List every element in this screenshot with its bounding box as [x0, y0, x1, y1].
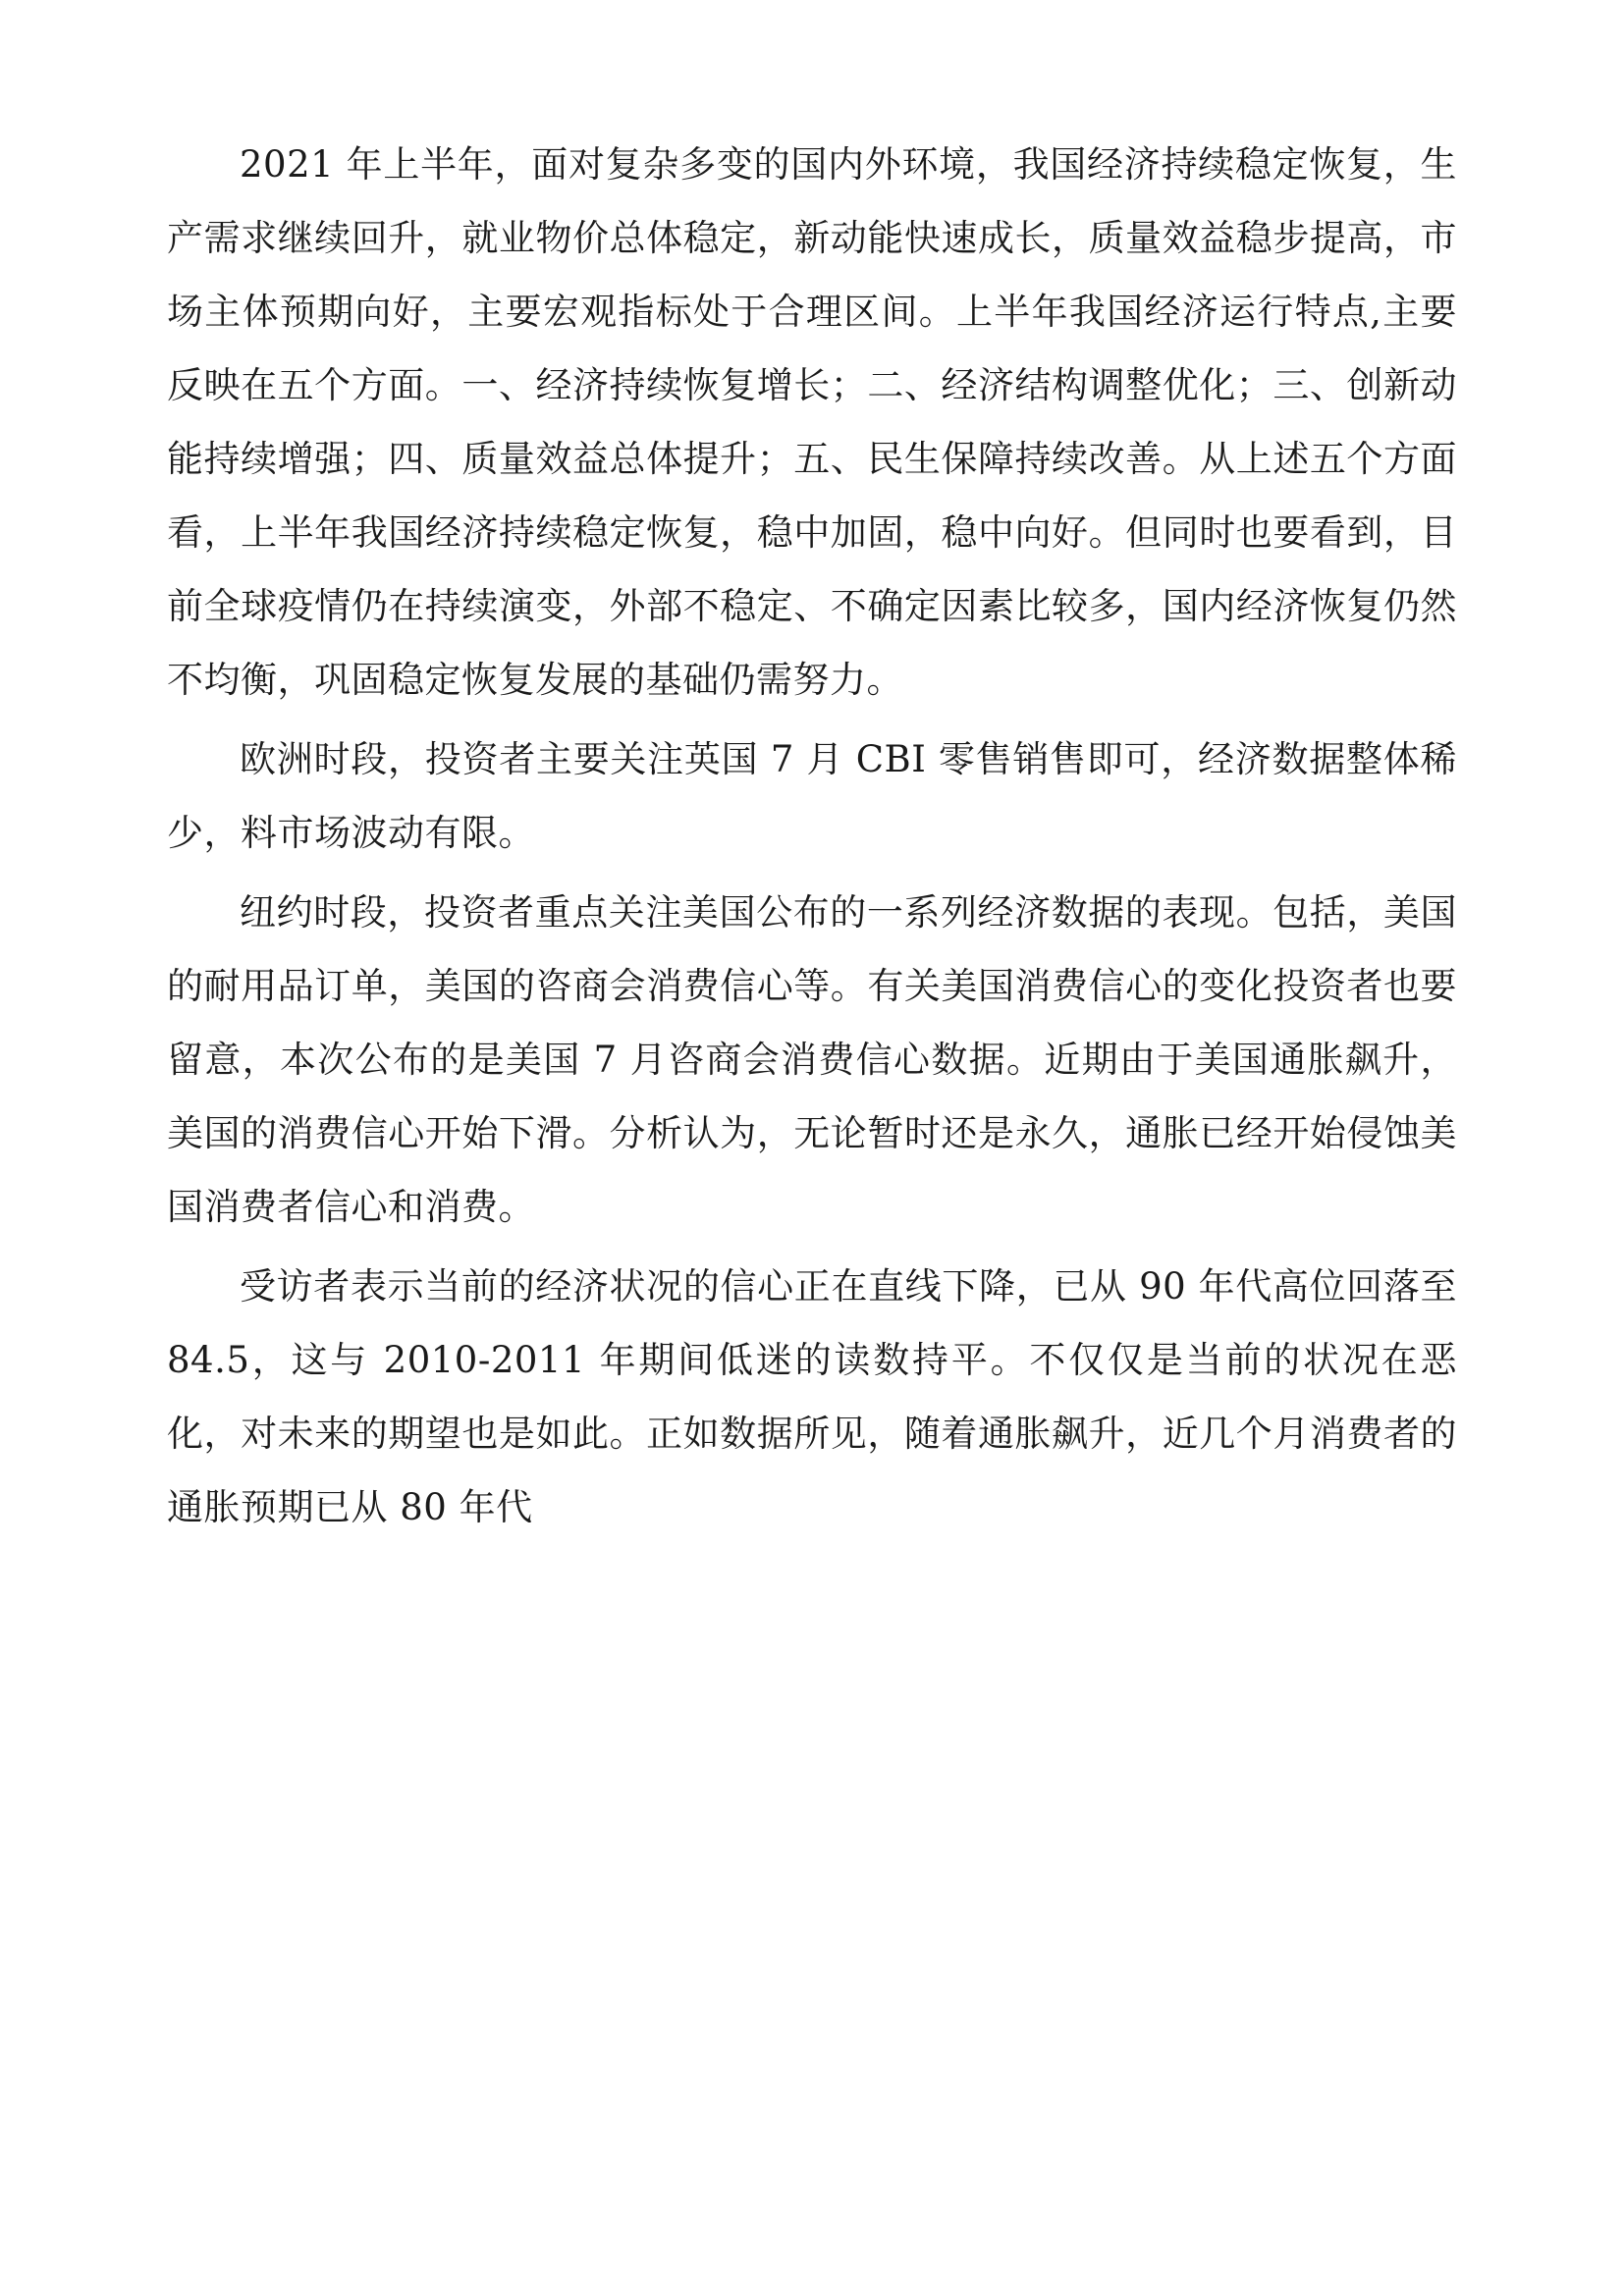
- paragraph-2: 欧洲时段，投资者主要关注英国 7 月 CBI 零售销售即可，经济数据整体稀少，料市场波动有限。: [167, 738, 1457, 854]
- paragraph-3: 纽约时段，投资者重点关注美国公布的一系列经济数据的表现。包括，美国的耐用品订单，美国的咨商会消费信心等。有关美国消费信心的变化投资者也要留意，本次公布的是美国 7 月咨商会消费信心数据。近期由于美国通胀飙升，美国的消费信心开始下滑。分析认为，无论暂时还是永久，通胀已经开始侵蚀美国消费者信心和消费。: [167, 891, 1457, 1228]
- paragraph-1: 2021 年上半年，面对复杂多变的国内外环境，我国经济持续稳定恢复，生产需求继续回升，就业物价总体稳定，新动能快速成长，质量效益稳步提高，市场主体预期向好，主要宏观指标处于合理区间。上半年我国经济运行特点,主要反映在五个方面。一、经济持续恢复增长；二、经济结构调整优化；三、创新动能持续增强；四、质量效益总体提升；五、民生保障持续改善。从上述五个方面看，上半年我国经济持续稳定恢复，稳中加固，稳中向好。但同时也要看到，目前全球疫情仍在持续演变，外部不稳定、不确定因素比较多，国内经济恢复仍然不均衡，巩固稳定恢复发展的基础仍需努力。: [167, 143, 1457, 701]
- paragraph-4: 受访者表示当前的经济状况的信心正在直线下降，已从 90 年代高位回落至 84.5，这与 2010-2011 年期间低迷的读数持平。不仅仅是当前的状况在恶化，对未来的期望也是如此。正如数据所见，随着通胀飙升，近几个月消费者的通胀预期已从 80 年代: [167, 1265, 1457, 1528]
- document-body: [167, 128, 1457, 1544]
